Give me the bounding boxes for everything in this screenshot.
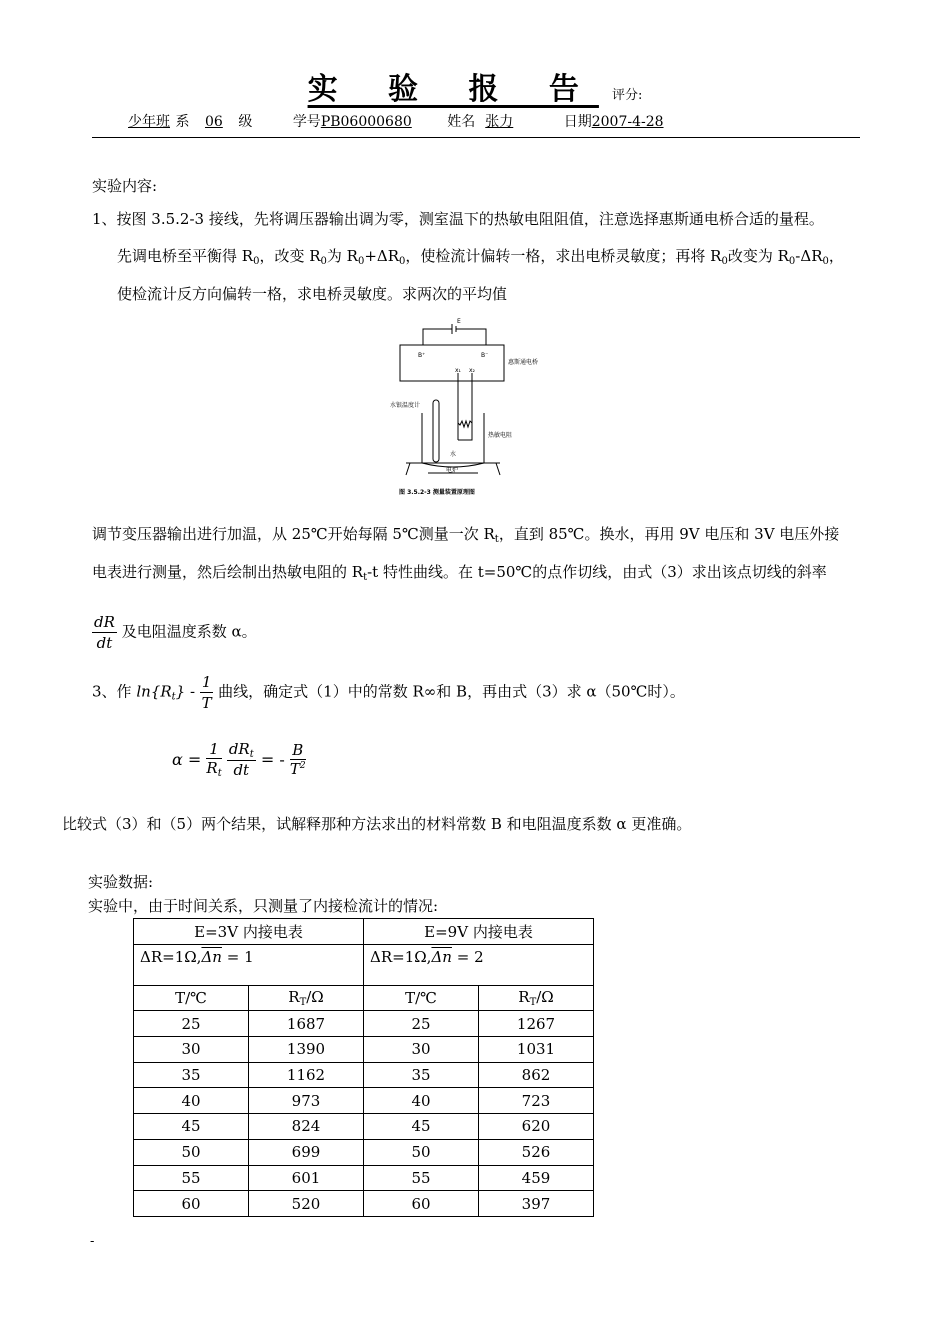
fig-label-bplus: B⁺ [418,352,426,359]
table-cell: 45 [134,1114,249,1140]
table-cell: 1267 [479,1011,594,1037]
table-row [134,1011,594,1037]
col-header-R1: $R_T/\Omega$ [249,985,364,1011]
table-row [134,1139,594,1165]
table-cell: 60 [134,1191,249,1217]
group2-title: E=9V 内接电表 [364,919,594,945]
table-cell: 699 [249,1139,364,1165]
table-cell: 50 [134,1139,249,1165]
student-info-line [92,111,860,138]
table-cell: 723 [479,1088,594,1114]
table-cell: 25 [364,1011,479,1037]
derivative-fraction: $\frac{dR}{dt}$ [94,613,115,652]
group1-param: $\Delta R=1\Omega,\overline{\Delta n} = 1$ [134,944,364,985]
table-row [134,1114,594,1140]
table-row [134,1165,594,1191]
fig-caption: 图 3.5.2-3 测量装置原理图 [399,489,475,496]
table-row [134,1037,594,1063]
data-table [133,918,594,1217]
fig-label-E: E [457,318,461,325]
dept-label: 系 [175,114,190,130]
table-cell: 1687 [249,1011,364,1037]
apparatus-figure [388,315,538,500]
para2-line3: $\frac{dR}{dt}$ 及电阻温度系数 α。 [94,613,257,652]
table-cell: 1390 [249,1037,364,1063]
grade-unit: 级 [238,114,253,130]
table-row [134,1191,594,1217]
fig-label-x1: x₁ [455,367,461,374]
table-cell: 862 [479,1062,594,1088]
group1-title: E=3V 内接电表 [134,919,364,945]
fig-label-thermistor: 热敏电阻 [488,432,513,439]
group2-param: $\Delta R=1\Omega,\overline{\Delta n} = 2$ [364,944,594,985]
item1-line3: 使检流计反方向偏转一格，求电桥灵敏度。求两次的平均值 [117,285,508,303]
table-cell: 520 [249,1191,364,1217]
table-cell: 50 [364,1139,479,1165]
table-cell: 35 [364,1062,479,1088]
table-cell: 35 [134,1062,249,1088]
table-cell: 40 [134,1088,249,1114]
fig-label-bridge: 惠斯通电桥 [508,359,538,366]
data-heading: 实验数据: [88,873,154,891]
table-cell: 620 [479,1114,594,1140]
fig-label-water: 水 [450,451,457,458]
table-cell: 1162 [249,1062,364,1088]
alpha-formula: α = $\frac{1}{R_t}$ $\frac{dR_t}{dt}$ = - $\frac{B}{T^2}$ [172,740,306,779]
table-cell: 40 [364,1088,479,1114]
table-cell: 601 [249,1165,364,1191]
item3-line: 3、作 $\ln\{R_t\}$ - $\frac{1}{T}$ 曲线，确定式（1）中的常数 R∞和 B，再由式（3）求 α（50℃时）。 [92,673,685,712]
report-title [0,64,950,108]
content-heading: 实验内容: [92,177,158,195]
col-header-T1: T/℃ [134,985,249,1011]
table-cell: 30 [134,1037,249,1063]
table-row [134,1062,594,1088]
col-header-T2: T/℃ [364,985,479,1011]
class-name: 少年班 [128,114,170,130]
col-header-R2: $R_T/\Omega$ [479,985,594,1011]
footer-mark: - [90,1234,95,1249]
table-row [134,1088,594,1114]
table-cell: 1031 [479,1037,594,1063]
table-cell: 459 [479,1165,594,1191]
para2-line2: 电表进行测量，然后绘制出热敏电阻的 $R_t-t$ 特性曲线。在 t=50℃的点作切线，由式（3）求出该点切线的斜率 [92,563,827,583]
apparatus-diagram [388,315,538,500]
student-id: PB06000680 [320,114,412,130]
fig-label-stove: 电炉 [446,467,459,474]
student-name: 张力 [485,114,514,130]
item1-line1: 1、按图 3.5.2-3 接线，先将调压器输出调为零，测室温下的热敏电阻阻值，注意选择惠斯通电桥合适的量程。 [92,210,824,228]
table-cell: 60 [364,1191,479,1217]
table-cell: 397 [479,1191,594,1217]
table-cell: 25 [134,1011,249,1037]
table-cell: 45 [364,1114,479,1140]
student-id-label: 学号 [292,114,321,130]
table-cell: 55 [134,1165,249,1191]
table-cell: 973 [249,1088,364,1114]
table-cell: 30 [364,1037,479,1063]
title-text: 实 验 报 告 [307,72,599,107]
date-label: 日期 [563,114,592,130]
para2-line1: 调节变压器输出进行加温，从 25℃开始每隔 5℃测量一次 $R_t$，直到 85℃。换水，再用 9V 电压和 3V 电压外接 [92,525,840,545]
report-date: 2007-4-28 [591,114,664,130]
table-cell: 55 [364,1165,479,1191]
grade-year: 06 [204,114,223,130]
grade-label: 评分: [612,88,643,103]
compare-line: 比较式（3）和（5）两个结果，试解释那种方法求出的材料常数 B 和电阻温度系数 α 更准确。 [62,815,692,833]
fig-label-x2: x₂ [469,367,475,374]
data-note: 实验中，由于时间关系，只测量了内接检流计的情况: [88,897,439,915]
name-label: 姓名 [447,114,476,130]
fig-label-bminus: B⁻ [481,352,489,359]
table-cell: 526 [479,1139,594,1165]
fig-label-thermometer: 水银温度计 [390,402,421,409]
table-cell: 824 [249,1114,364,1140]
item1-line2: 先调电桥至平衡得 $R_0$，改变 $R_0$为 $R_0+\Delta R_0$，使检流计偏转一格，求出电桥灵敏度；再将 $R_0$改变为 $R_0-\Delta R_0$， [117,247,844,267]
